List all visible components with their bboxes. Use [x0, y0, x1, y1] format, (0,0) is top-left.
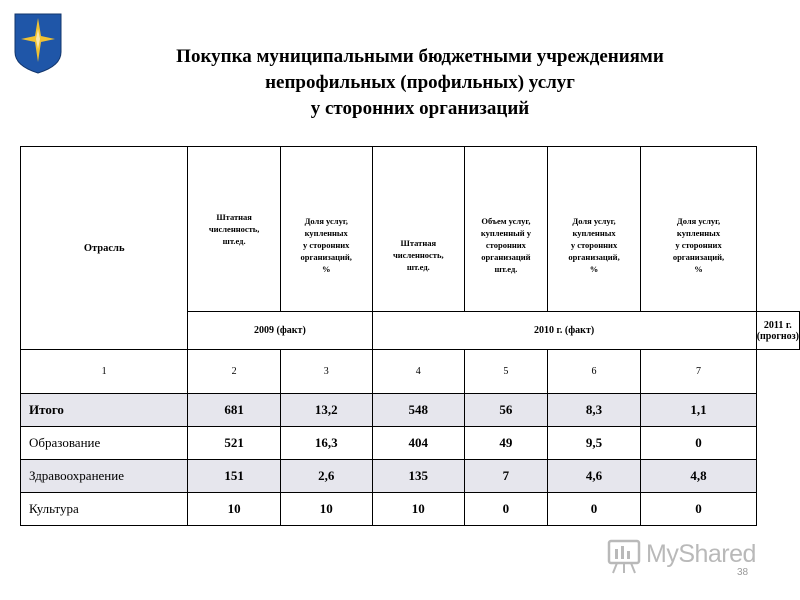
coat-of-arms-icon [13, 12, 63, 74]
row-label: Образование [21, 427, 188, 460]
period-2010: 2010 г. (факт) [372, 312, 756, 350]
table-cell: 404 [372, 427, 465, 460]
header-line: % [589, 264, 599, 274]
header-line: у сторонних [303, 240, 350, 250]
table-cell: 0 [641, 427, 756, 460]
header-line: Объем услуг, [481, 216, 531, 226]
header-line: организаций, [672, 252, 725, 262]
table-cell: 56 [465, 394, 548, 427]
services-table [20, 146, 800, 526]
table-row-healthcare [21, 460, 800, 493]
table-cell: 10 [280, 493, 372, 526]
header-line: численность, [208, 224, 260, 234]
table-cell: 49 [465, 427, 548, 460]
sector-column-header: Отрасль [21, 147, 188, 350]
column-header-staff-2010 [372, 147, 465, 312]
column-number: 6 [547, 350, 641, 394]
header-line: Доля услуг, [304, 216, 348, 226]
column-number: 3 [280, 350, 372, 394]
title-line-3: у сторонних организаций [310, 98, 530, 119]
header-line: шт.ед. [406, 262, 430, 272]
header-line: купленных [304, 228, 348, 238]
table-row-education [21, 427, 800, 460]
header-line: Штатная [216, 212, 252, 222]
header-line: организаций [481, 252, 531, 262]
table-cell: 135 [372, 460, 465, 493]
column-number: 5 [465, 350, 548, 394]
column-header-staff-2009 [188, 147, 281, 312]
page-number: 38 [737, 567, 749, 578]
header-line: шт.ед. [222, 236, 246, 246]
page-title [110, 44, 730, 122]
header-line: купленных [572, 228, 616, 238]
header-line: организаций, [568, 252, 620, 262]
column-number-row [21, 350, 800, 394]
column-number: 4 [372, 350, 465, 394]
header-line: Доля услуг, [572, 216, 616, 226]
header-line: сторонних [485, 240, 526, 250]
table-cell: 9,5 [547, 427, 641, 460]
watermark-text: MyShared [646, 540, 756, 568]
table-cell: 4,6 [547, 460, 641, 493]
column-header-share-2010 [547, 147, 641, 312]
table-cell: 151 [188, 460, 281, 493]
header-line: купленных [676, 228, 721, 238]
header-line: Доля услуг, [676, 216, 721, 226]
table-cell: 681 [188, 394, 281, 427]
column-number: 1 [21, 350, 188, 394]
table-cell: 8,3 [547, 394, 641, 427]
column-header-share-2009 [280, 147, 372, 312]
table-cell: 2,6 [280, 460, 372, 493]
row-label: Культура [21, 493, 188, 526]
title-line-1: Покупка муниципальными бюджетными учреждениями [176, 46, 664, 67]
header-line: у сторонних [570, 240, 618, 250]
table-cell: 16,3 [280, 427, 372, 460]
column-number: 7 [641, 350, 756, 394]
table-cell: 521 [188, 427, 281, 460]
header-line: у сторонних [675, 240, 722, 250]
table-cell: 4,8 [641, 460, 756, 493]
column-header-volume-2010 [465, 147, 548, 312]
period-2009: 2009 (факт) [188, 312, 372, 350]
row-label: Здравоохранение [21, 460, 188, 493]
table-cell: 10 [188, 493, 281, 526]
header-line: % [694, 264, 703, 274]
column-header-share-2011 [641, 147, 756, 312]
header-line: численность, [392, 250, 444, 260]
header-line: шт.ед. [494, 264, 518, 274]
table-cell: 0 [465, 493, 548, 526]
header-row [21, 147, 800, 312]
table-cell: 13,2 [280, 394, 372, 427]
table-row-total [21, 394, 800, 427]
header-line: купленный у [480, 228, 531, 238]
period-2011: 2011 г. (прогноз) [756, 312, 799, 350]
table-cell: 10 [372, 493, 465, 526]
table-cell: 7 [465, 460, 548, 493]
table-cell: 1,1 [641, 394, 756, 427]
row-label: Итого [21, 394, 188, 427]
table-cell: 548 [372, 394, 465, 427]
table-cell: 0 [547, 493, 641, 526]
table-cell: 0 [641, 493, 756, 526]
title-line-2: непрофильных (профильных) услуг [265, 72, 575, 93]
header-line: Штатная [400, 238, 437, 248]
header-line: % [321, 264, 331, 274]
header-line: организаций, [300, 252, 352, 262]
table-row-culture [21, 493, 800, 526]
column-number: 2 [188, 350, 281, 394]
